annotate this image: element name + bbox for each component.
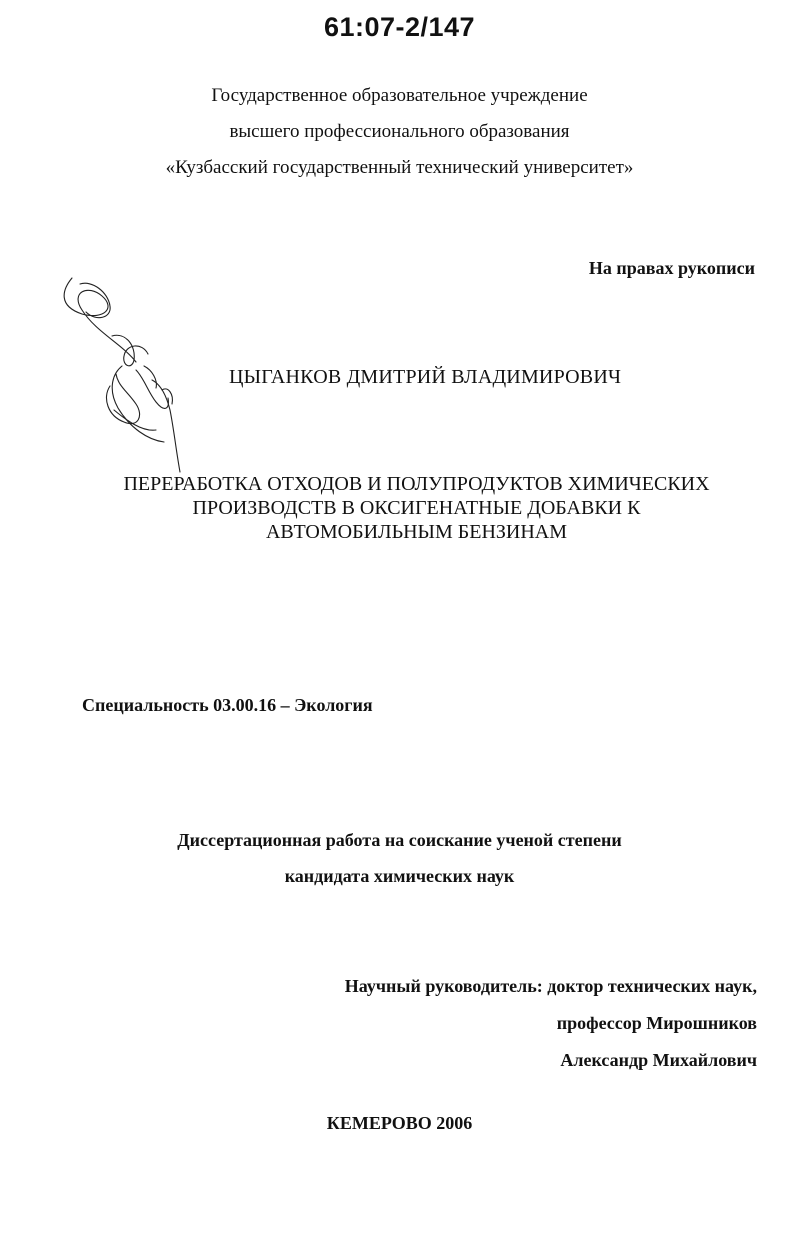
- signature-stroke: [64, 278, 136, 362]
- institution-block: [0, 78, 799, 186]
- specialty: Специальность 03.00.16 – Экология: [82, 695, 373, 715]
- signature-stroke: [112, 335, 148, 365]
- handwritten-signature: [52, 270, 202, 475]
- city-year: КЕМЕРОВО 2006: [326, 1113, 473, 1133]
- supervisor-line-2: профессор Мирошников: [556, 1013, 757, 1033]
- catalog-number: 61:07-2/147: [323, 12, 476, 42]
- title-line-2: ПРОИЗВОДСТВ В ОКСИГЕНАТНЫЕ ДОБАВКИ К: [192, 497, 641, 519]
- supervisor-line-3: Александр Михайлович: [560, 1050, 757, 1070]
- author-name: ЦЫГАНКОВ ДМИТРИЙ ВЛАДИМИРОВИЧ: [229, 366, 622, 388]
- supervisor-line-1: Научный руководитель: доктор технических наук,: [344, 976, 757, 996]
- signature-stroke: [112, 366, 164, 442]
- manuscript-note: На правах рукописи: [588, 258, 755, 278]
- degree-line-1: Диссертационная работа на соискание ученой степени: [177, 830, 622, 850]
- signature-stroke: [152, 380, 180, 472]
- dissertation-title: [17, 472, 799, 544]
- institution-line-1: Государственное образовательное учреждение: [211, 85, 588, 106]
- degree-statement: [0, 822, 799, 894]
- degree-line-2: кандидата химических наук: [284, 866, 515, 886]
- supervisor-block: [345, 968, 757, 1079]
- institution-line-3: «Кузбасский государственный технический университет»: [165, 157, 634, 178]
- title-line-3: АВТОМОБИЛЬНЫМ БЕНЗИНАМ: [265, 521, 568, 543]
- institution-line-2: высшего профессионального образования: [229, 121, 570, 142]
- title-line-1: ПЕРЕРАБОТКА ОТХОДОВ И ПОЛУПРОДУКТОВ ХИМИЧЕСКИХ: [123, 473, 710, 495]
